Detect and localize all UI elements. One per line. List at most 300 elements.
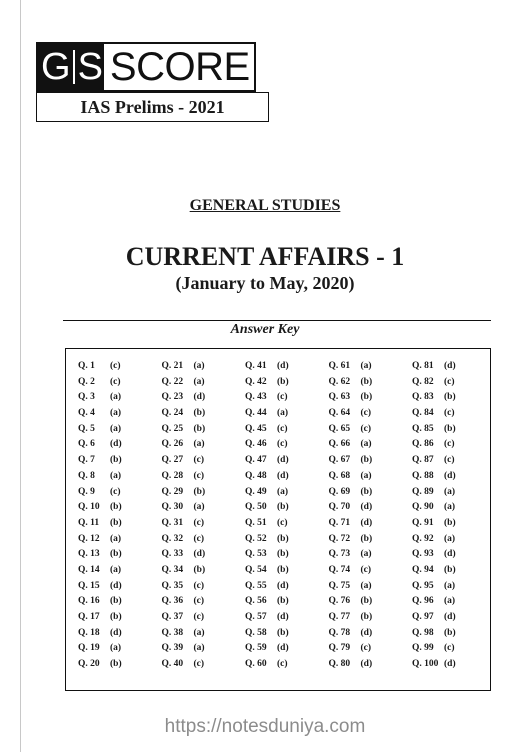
question-number: Q. 18 <box>78 627 100 638</box>
answer-row <box>329 485 399 501</box>
answer-option: (d) <box>110 627 122 638</box>
answer-option: (b) <box>193 564 206 575</box>
question-number: Q. 90 <box>412 502 434 513</box>
question-number: Q. 93 <box>412 549 434 560</box>
question-number: Q. 87 <box>412 455 434 466</box>
question-number: Q. 13 <box>78 549 100 560</box>
answer-row <box>78 390 148 406</box>
answer-row <box>245 406 315 422</box>
answer-row <box>162 610 232 626</box>
answer-row <box>245 547 315 563</box>
question-number: Q. 97 <box>412 612 434 622</box>
answer-option: (b) <box>110 517 122 528</box>
logo-divider <box>73 50 75 84</box>
answer-row <box>245 359 315 375</box>
logo-score-text: SCORE <box>104 44 254 90</box>
answer-option: (b) <box>277 376 289 387</box>
question-number: Q. 53 <box>245 549 267 560</box>
answer-option: (a) <box>110 392 122 403</box>
answer-row <box>162 594 232 610</box>
question-number: Q. 46 <box>245 439 267 450</box>
logo-gs-block <box>38 44 104 90</box>
answer-row <box>78 437 148 453</box>
question-number: Q. 36 <box>161 596 184 607</box>
answer-row <box>412 485 482 501</box>
answer-option: (b) <box>277 564 289 575</box>
document-title: CURRENT AFFAIRS - 1 <box>125 242 405 271</box>
question-number: Q. 33 <box>161 549 184 560</box>
answer-option: (a) <box>277 408 289 419</box>
question-number: Q. 25 <box>161 423 184 434</box>
answer-row <box>329 437 399 453</box>
answer-option: (c) <box>110 486 121 497</box>
question-number: Q. 14 <box>78 564 100 575</box>
answer-row <box>329 500 399 516</box>
answer-option: (b) <box>193 486 206 497</box>
question-number: Q. 42 <box>245 376 267 387</box>
answer-row <box>412 594 482 610</box>
answer-option: (c) <box>277 439 288 450</box>
question-number: Q. 72 <box>328 533 351 544</box>
question-number: Q. 54 <box>245 564 267 575</box>
answer-row <box>162 453 232 469</box>
answer-option: (a) <box>193 361 205 371</box>
question-number: Q. 24 <box>161 408 184 419</box>
question-number: Q. 89 <box>412 486 434 497</box>
question-number: Q. 62 <box>328 376 351 387</box>
question-number: Q. 22 <box>161 376 184 387</box>
answer-option: (c) <box>110 376 121 387</box>
answer-row <box>245 579 315 595</box>
answer-option: (c) <box>444 376 455 387</box>
question-number: Q. 52 <box>245 533 267 544</box>
question-number: Q. 9 <box>78 486 95 497</box>
answer-option: (c) <box>193 470 205 481</box>
answer-row <box>245 641 315 657</box>
answer-row <box>329 359 399 375</box>
question-number: Q. 100 <box>412 659 439 670</box>
answer-option: (b) <box>193 423 206 434</box>
answer-row <box>162 437 232 453</box>
answer-row <box>245 390 315 406</box>
answer-row <box>412 375 482 391</box>
question-number: Q. 7 <box>78 455 95 466</box>
answer-option: (a) <box>444 502 456 513</box>
question-number: Q. 23 <box>161 392 184 403</box>
exam-label-box: IAS Prelims - 2021 <box>36 92 269 122</box>
answer-option: (a) <box>193 376 205 387</box>
answer-option: (c) <box>110 361 121 371</box>
answer-row <box>245 453 315 469</box>
answer-option: (b) <box>360 596 373 607</box>
question-number: Q. 45 <box>245 423 267 434</box>
answer-option: (d) <box>360 517 373 528</box>
answer-option: (a) <box>277 486 289 497</box>
answer-key-label: Answer Key <box>230 322 300 337</box>
question-number: Q. 81 <box>412 361 434 371</box>
answer-row <box>412 626 482 642</box>
answer-option: (d) <box>444 549 456 560</box>
answer-row <box>329 563 399 579</box>
answer-option: (b) <box>360 486 373 497</box>
answer-row <box>78 485 148 501</box>
question-number: Q. 77 <box>328 612 351 622</box>
answer-option: (a) <box>110 643 122 654</box>
question-number: Q. 17 <box>78 612 100 622</box>
question-number: Q. 19 <box>78 643 100 654</box>
answer-option: (a) <box>110 533 122 544</box>
answer-row <box>245 563 315 579</box>
answer-row <box>412 579 482 595</box>
answer-row <box>245 437 315 453</box>
horizontal-rule <box>63 320 491 321</box>
answer-option: (a) <box>444 580 456 591</box>
question-number: Q. 98 <box>412 627 434 638</box>
question-number: Q. 35 <box>161 580 184 591</box>
answer-option: (d) <box>277 470 289 481</box>
answer-option: (b) <box>360 612 373 622</box>
answer-row <box>78 516 148 532</box>
question-number: Q. 78 <box>328 627 351 638</box>
answer-row <box>78 375 148 391</box>
answer-option: (b) <box>360 533 373 544</box>
question-number: Q. 43 <box>245 392 267 403</box>
answer-row <box>162 516 232 532</box>
question-number: Q. 41 <box>245 361 267 371</box>
answer-column <box>412 359 482 673</box>
answer-option: (d) <box>277 643 289 654</box>
answer-option: (a) <box>360 439 372 450</box>
question-number: Q. 94 <box>412 564 434 575</box>
answer-option: (d) <box>444 361 456 371</box>
answer-row <box>245 375 315 391</box>
question-number: Q. 51 <box>245 517 267 528</box>
question-number: Q. 26 <box>161 439 184 450</box>
answer-option: (c) <box>444 408 455 419</box>
answer-row <box>78 657 148 673</box>
answer-option: (d) <box>193 549 206 560</box>
question-number: Q. 68 <box>328 470 351 481</box>
answer-option: (d) <box>444 470 456 481</box>
answer-row <box>412 453 482 469</box>
answer-option: (a) <box>360 580 372 591</box>
answer-option: (b) <box>360 376 373 387</box>
answer-row <box>329 610 399 626</box>
answer-option: (d) <box>110 439 122 450</box>
logo-letter-s: S <box>77 46 102 88</box>
answer-row <box>412 422 482 438</box>
answer-option: (a) <box>110 470 122 481</box>
answer-row <box>78 610 148 626</box>
question-number: Q. 12 <box>78 533 100 544</box>
answer-option: (a) <box>110 408 122 419</box>
answer-row <box>245 626 315 642</box>
answer-option: (d) <box>360 627 373 638</box>
answer-row <box>412 469 482 485</box>
answer-option: (c) <box>360 423 372 434</box>
answer-option: (a) <box>360 361 372 371</box>
answer-row <box>245 500 315 516</box>
gs-score-logo <box>36 42 256 92</box>
question-number: Q. 6 <box>78 439 95 450</box>
question-number: Q. 76 <box>328 596 351 607</box>
question-number: Q. 40 <box>161 659 184 670</box>
answer-row <box>78 641 148 657</box>
answer-row <box>245 516 315 532</box>
answer-row <box>78 626 148 642</box>
answer-row <box>329 532 399 548</box>
answer-option: (a) <box>193 627 205 638</box>
answer-option: (b) <box>277 502 289 513</box>
question-number: Q. 70 <box>328 502 351 513</box>
question-number: Q. 47 <box>245 455 267 466</box>
answer-option: (b) <box>193 408 206 419</box>
answer-option: (d) <box>277 455 289 466</box>
answer-row <box>162 532 232 548</box>
answer-option: (c) <box>360 643 372 654</box>
answer-option: (b) <box>444 392 456 403</box>
footer-url: https://notesduniya.com <box>164 716 366 737</box>
answer-row <box>162 500 232 516</box>
answer-option: (b) <box>444 627 456 638</box>
answer-row <box>162 579 232 595</box>
answer-row <box>329 422 399 438</box>
question-number: Q. 86 <box>412 439 434 450</box>
answer-row <box>78 579 148 595</box>
answer-row <box>412 390 482 406</box>
answer-option: (d) <box>277 361 289 371</box>
answer-row <box>329 375 399 391</box>
question-number: Q. 80 <box>328 659 351 670</box>
answer-row <box>412 516 482 532</box>
answer-row <box>162 563 232 579</box>
answer-row <box>329 641 399 657</box>
answer-option: (b) <box>277 533 289 544</box>
answer-row <box>245 532 315 548</box>
question-number: Q. 66 <box>328 439 351 450</box>
answer-row <box>412 359 482 375</box>
document-subtitle: (January to May, 2020) <box>175 273 355 293</box>
answer-column <box>78 359 148 673</box>
answer-option: (b) <box>110 549 122 560</box>
answer-row <box>78 500 148 516</box>
question-number: Q. 2 <box>78 376 95 387</box>
answer-option: (a) <box>444 486 456 497</box>
question-number: Q. 73 <box>328 549 351 560</box>
answer-option: (d) <box>360 502 373 513</box>
question-number: Q. 10 <box>78 502 100 513</box>
answer-option: (a) <box>110 423 122 434</box>
answer-option: (d) <box>193 392 206 403</box>
answer-row <box>412 532 482 548</box>
answer-option: (d) <box>444 659 456 670</box>
question-number: Q. 57 <box>245 612 267 622</box>
question-number: Q. 48 <box>245 470 267 481</box>
answer-row <box>78 406 148 422</box>
answer-row <box>245 469 315 485</box>
answer-row <box>78 563 148 579</box>
question-number: Q. 75 <box>328 580 351 591</box>
question-number: Q. 56 <box>245 596 267 607</box>
answer-column <box>245 359 315 673</box>
answer-row <box>329 406 399 422</box>
answer-column <box>329 359 399 673</box>
question-number: Q. 15 <box>78 580 100 591</box>
question-number: Q. 21 <box>161 361 184 371</box>
answer-option: (a) <box>444 596 456 607</box>
question-number: Q. 49 <box>245 486 267 497</box>
question-number: Q. 79 <box>328 643 351 654</box>
answer-row <box>412 500 482 516</box>
answer-key-table <box>65 348 491 691</box>
answer-option: (d) <box>277 612 289 622</box>
answer-option: (b) <box>360 392 373 403</box>
answer-option: (d) <box>444 612 456 622</box>
question-number: Q. 8 <box>78 470 95 481</box>
question-number: Q. 38 <box>161 627 184 638</box>
logo-letter-g: G <box>41 46 70 88</box>
answer-row <box>78 547 148 563</box>
answer-option: (b) <box>277 627 289 638</box>
answer-row <box>162 406 232 422</box>
answer-row <box>245 485 315 501</box>
answer-option: (c) <box>193 533 205 544</box>
question-number: Q. 16 <box>78 596 100 607</box>
subject-heading: GENERAL STUDIES <box>189 197 341 214</box>
question-number: Q. 74 <box>328 564 351 575</box>
answer-option: (b) <box>360 455 373 466</box>
question-number: Q. 99 <box>412 643 434 654</box>
question-number: Q. 63 <box>328 392 351 403</box>
question-number: Q. 34 <box>161 564 184 575</box>
answer-option: (c) <box>444 455 455 466</box>
answer-option: (b) <box>277 549 289 560</box>
answer-option: (c) <box>193 517 205 528</box>
answer-option: (b) <box>444 564 456 575</box>
question-number: Q. 28 <box>161 470 184 481</box>
answer-row <box>412 657 482 673</box>
question-number: Q. 61 <box>328 361 351 371</box>
answer-option: (c) <box>277 517 288 528</box>
answer-option: (c) <box>277 659 288 670</box>
answer-option: (b) <box>110 455 122 466</box>
answer-row <box>329 657 399 673</box>
question-number: Q. 91 <box>412 517 434 528</box>
question-number: Q. 20 <box>78 659 100 670</box>
answer-row <box>329 516 399 532</box>
question-number: Q. 71 <box>328 517 351 528</box>
answer-row <box>329 469 399 485</box>
answer-row <box>162 390 232 406</box>
answer-option: (b) <box>444 517 456 528</box>
question-number: Q. 1 <box>78 361 95 371</box>
question-number: Q. 59 <box>245 643 267 654</box>
answer-column <box>162 359 232 673</box>
answer-option: (b) <box>110 659 122 670</box>
question-number: Q. 3 <box>78 392 95 403</box>
question-number: Q. 50 <box>245 502 267 513</box>
answer-option: (b) <box>277 596 289 607</box>
answer-row <box>78 532 148 548</box>
question-number: Q. 69 <box>328 486 351 497</box>
answer-row <box>329 547 399 563</box>
answer-row <box>412 641 482 657</box>
answer-row <box>162 641 232 657</box>
answer-option: (c) <box>360 408 372 419</box>
answer-row <box>329 579 399 595</box>
answer-option: (d) <box>277 580 289 591</box>
question-number: Q. 11 <box>78 517 100 528</box>
answer-row <box>245 610 315 626</box>
question-number: Q. 88 <box>412 470 434 481</box>
answer-option: (a) <box>193 643 205 654</box>
question-number: Q. 95 <box>412 580 434 591</box>
question-number: Q. 67 <box>328 455 351 466</box>
question-number: Q. 65 <box>328 423 351 434</box>
answer-row <box>78 453 148 469</box>
answer-option: (c) <box>193 612 205 622</box>
answer-row <box>245 657 315 673</box>
answer-option: (a) <box>360 470 372 481</box>
answer-option: (c) <box>193 659 205 670</box>
question-number: Q. 4 <box>78 408 95 419</box>
answer-option: (a) <box>360 549 372 560</box>
answer-option: (b) <box>110 596 122 607</box>
question-number: Q. 31 <box>161 517 184 528</box>
question-number: Q. 39 <box>161 643 184 654</box>
question-number: Q. 5 <box>78 423 95 434</box>
answer-columns <box>78 359 482 673</box>
question-number: Q. 60 <box>245 659 267 670</box>
answer-row <box>162 547 232 563</box>
question-number: Q. 82 <box>412 376 434 387</box>
answer-option: (c) <box>193 596 205 607</box>
answer-option: (c) <box>360 564 372 575</box>
answer-option: (d) <box>360 659 373 670</box>
answer-row <box>78 359 148 375</box>
question-number: Q. 30 <box>161 502 184 513</box>
answer-option: (b) <box>110 612 122 622</box>
question-number: Q. 83 <box>412 392 434 403</box>
question-number: Q. 85 <box>412 423 434 434</box>
question-number: Q. 29 <box>161 486 184 497</box>
answer-row <box>245 422 315 438</box>
question-number: Q. 58 <box>245 627 267 638</box>
answer-row <box>162 359 232 375</box>
answer-row <box>329 390 399 406</box>
answer-row <box>329 453 399 469</box>
answer-option: (c) <box>277 392 288 403</box>
answer-option: (a) <box>444 533 456 544</box>
answer-option: (b) <box>444 423 456 434</box>
answer-row <box>412 406 482 422</box>
answer-row <box>329 594 399 610</box>
answer-option: (d) <box>110 580 122 591</box>
question-number: Q. 64 <box>328 408 351 419</box>
question-number: Q. 96 <box>412 596 434 607</box>
question-number: Q. 32 <box>161 533 184 544</box>
question-number: Q. 37 <box>161 612 184 622</box>
answer-option: (c) <box>277 423 288 434</box>
answer-row <box>412 547 482 563</box>
answer-option: (c) <box>444 643 455 654</box>
answer-row <box>329 626 399 642</box>
answer-row <box>162 485 232 501</box>
answer-row <box>162 422 232 438</box>
answer-row <box>78 594 148 610</box>
answer-option: (b) <box>110 502 122 513</box>
answer-option: (a) <box>110 564 122 575</box>
